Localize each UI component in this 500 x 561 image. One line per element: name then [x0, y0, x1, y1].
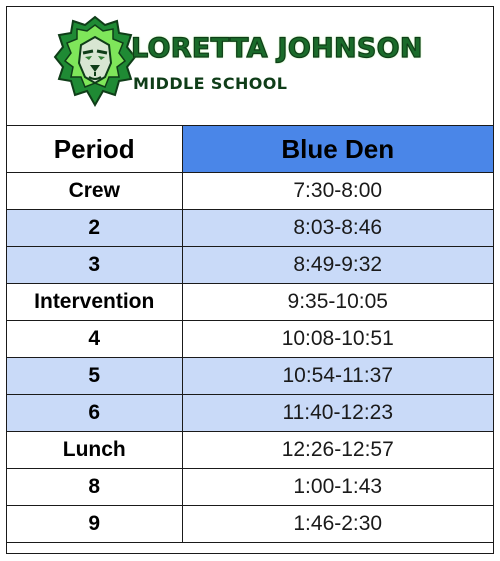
table-row	[7, 395, 493, 432]
school-subtitle: MIDDLE SCHOOL	[133, 74, 288, 93]
period-cell: 8	[7, 469, 182, 506]
time-cell: 1:00-1:43	[182, 469, 493, 506]
table-row	[7, 173, 493, 210]
time-cell: 7:30-8:00	[182, 173, 493, 210]
period-cell: 9	[7, 506, 182, 543]
time-cell: 8:49-9:32	[182, 247, 493, 284]
period-cell: 4	[7, 321, 182, 358]
period-cell: 3	[7, 247, 182, 284]
time-cell: 8:03-8:46	[182, 210, 493, 247]
table-row	[7, 469, 493, 506]
time-cell: 10:54-11:37	[182, 358, 493, 395]
table-header-row	[7, 126, 493, 173]
table-row	[7, 506, 493, 543]
period-cell: 2	[7, 210, 182, 247]
period-cell: Intervention	[7, 284, 182, 321]
table-row	[7, 358, 493, 395]
period-cell: 6	[7, 395, 182, 432]
table-row	[7, 247, 493, 284]
table-row	[7, 210, 493, 247]
lion-head-icon	[53, 15, 137, 109]
bell-schedule-sheet	[6, 6, 494, 554]
time-cell: 11:40-12:23	[182, 395, 493, 432]
time-cell: 9:35-10:05	[182, 284, 493, 321]
table-row	[7, 284, 493, 321]
time-cell: 1:46-2:30	[182, 506, 493, 543]
time-cell: 12:26-12:57	[182, 432, 493, 469]
bell-schedule-table	[7, 125, 493, 543]
time-cell: 10:08-10:51	[182, 321, 493, 358]
period-cell: Lunch	[7, 432, 182, 469]
blue-den-column-header: Blue Den	[182, 126, 493, 173]
period-column-header: Period	[7, 126, 182, 173]
period-cell: Crew	[7, 173, 182, 210]
period-cell: 5	[7, 358, 182, 395]
table-row	[7, 321, 493, 358]
school-header	[7, 7, 493, 126]
school-name: LORETTA JOHNSON	[131, 33, 423, 64]
table-row	[7, 432, 493, 469]
